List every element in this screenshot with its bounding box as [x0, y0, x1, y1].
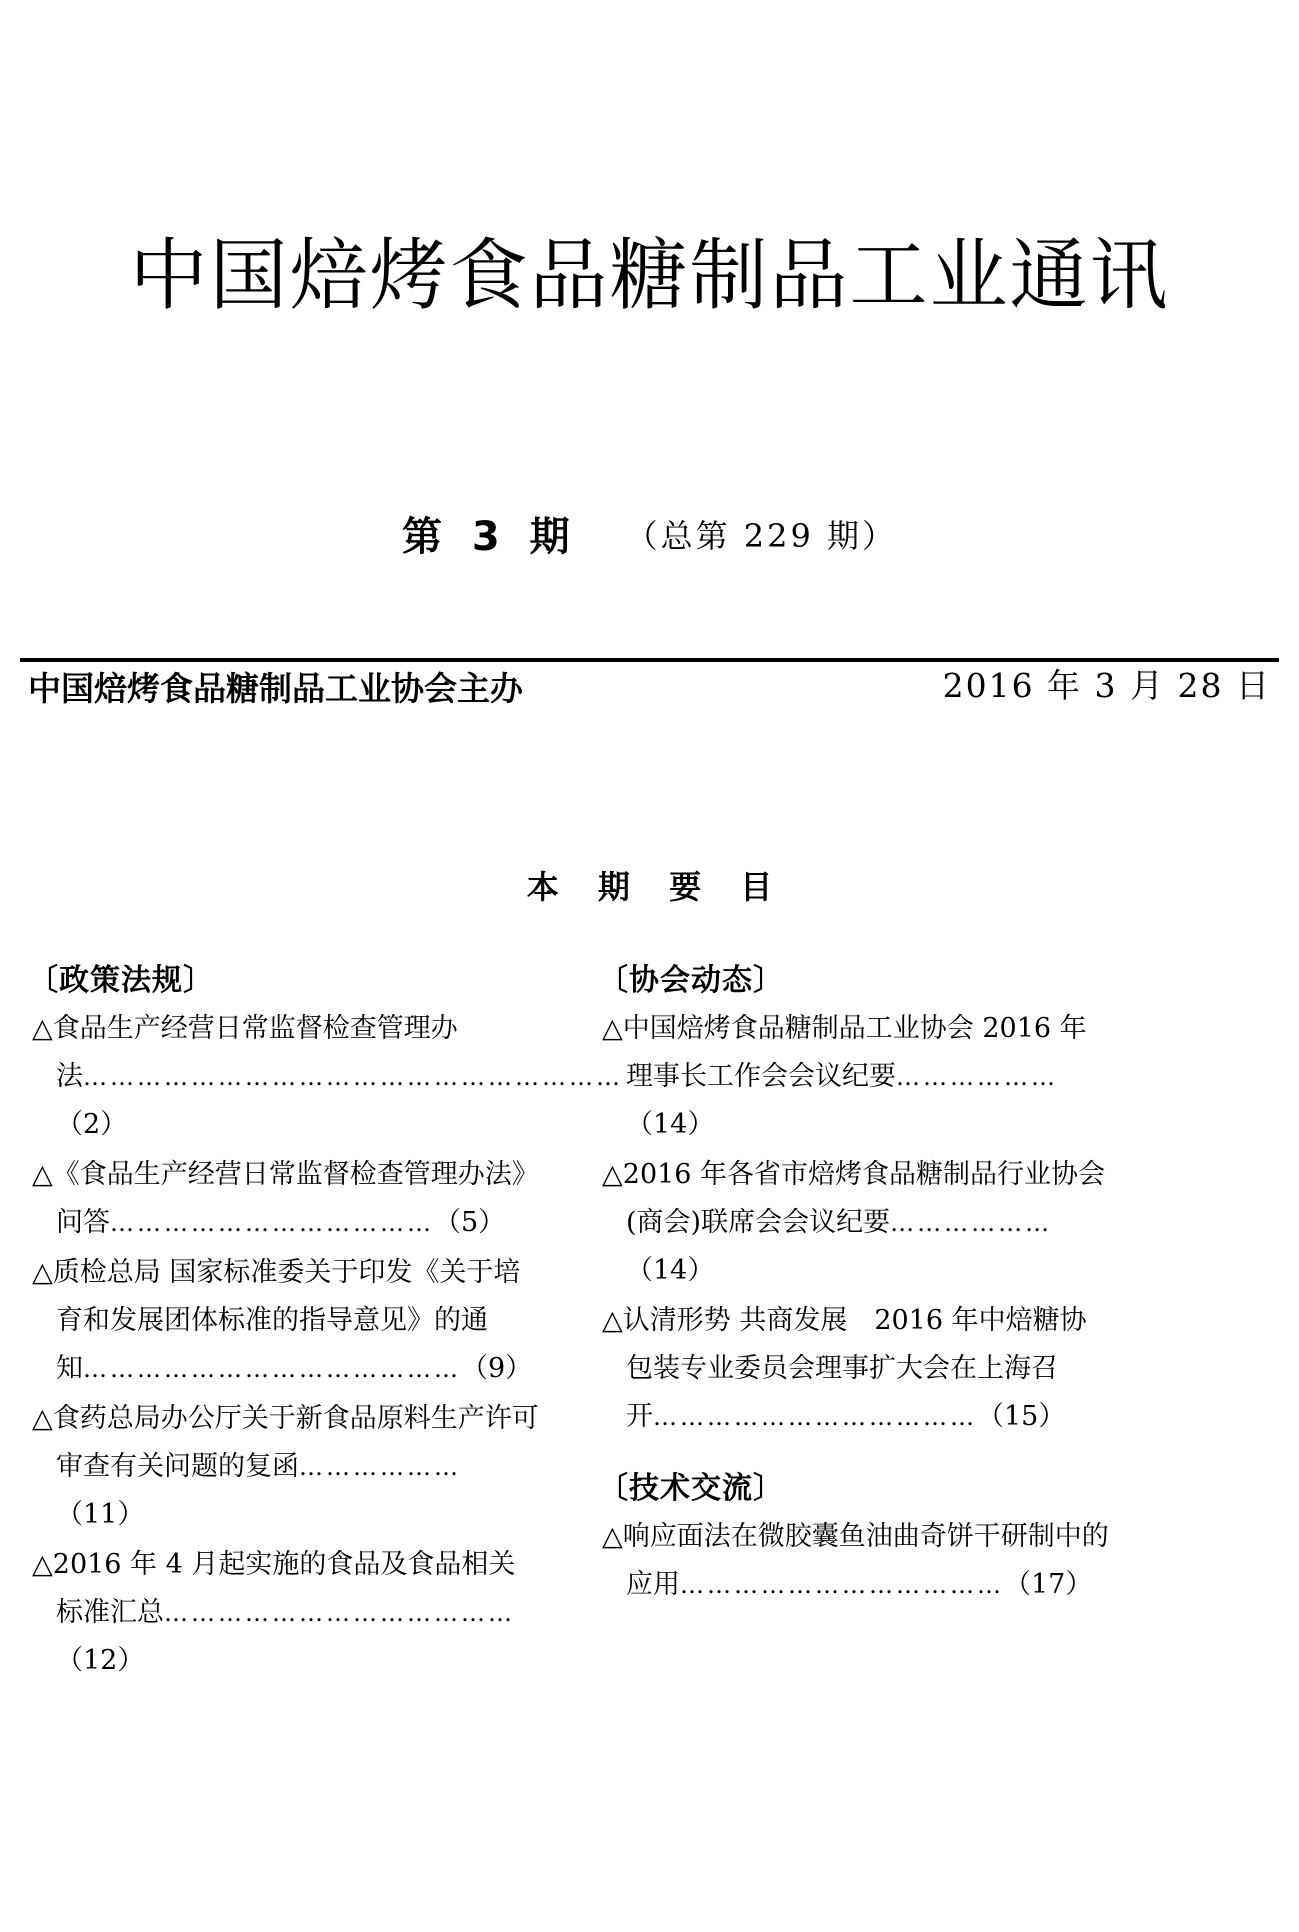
toc-entry-page-number: （14）: [626, 1255, 715, 1286]
horizontal-rule: [20, 658, 1279, 662]
toc-right-column: [590, 955, 1110, 1611]
toc-entry[interactable]: [20, 1249, 540, 1393]
toc-entry[interactable]: [590, 1297, 1110, 1441]
triangle-bullet-icon: △: [32, 1549, 53, 1580]
toc-entry-title: 2016 年 4 月起实施的食品及食品相关标准汇总: [52, 1549, 516, 1628]
toc-entry-page-number: （14）: [626, 1109, 715, 1140]
toc-section-heading: 〔技术交流〕: [598, 1471, 784, 1506]
triangle-bullet-icon: △: [602, 1305, 623, 1336]
toc-entry-title: 食药总局办公厅关于新食品原料生产许可审查有关问题的复函: [52, 1403, 539, 1482]
toc-entry-page-number: （15）: [977, 1401, 1066, 1432]
toc-entry-title: 2016 年各省市焙烤食品糖制品行业协会(商会)联席会会议纪要: [622, 1159, 1106, 1238]
toc-entry-page-number: （11）: [56, 1499, 145, 1530]
triangle-bullet-icon: △: [602, 1521, 623, 1552]
dot-leader: ……………………………………………………: [83, 1063, 623, 1091]
triangle-bullet-icon: △: [32, 1159, 53, 1190]
toc-section-heading: 〔协会动态〕: [598, 963, 784, 998]
dot-leader: ………………………………: [680, 1571, 1004, 1599]
toc-entry-title: 质检总局 国家标准委关于印发《关于培育和发展团体标准的指导意见》的通知: [52, 1257, 521, 1384]
triangle-bullet-icon: △: [32, 1403, 53, 1434]
table-of-contents: [0, 955, 1299, 1676]
toc-entry[interactable]: [590, 1005, 1110, 1149]
toc-entry[interactable]: [20, 1005, 623, 1149]
dot-leader: ………………………………: [110, 1209, 434, 1237]
toc-entry-page-number: （17）: [1004, 1569, 1093, 1600]
journal-title: 中国焙烤食品糖制品工业通讯: [129, 231, 1170, 321]
toc-entry-title: 响应面法在微胶囊鱼油曲奇饼干研制中的应用: [622, 1521, 1109, 1600]
dot-leader: ……………………………………: [83, 1355, 461, 1383]
dot-leader: ………………: [299, 1453, 461, 1481]
toc-entry-page-number: （2）: [56, 1109, 128, 1140]
toc-entry-page-number: （9）: [461, 1353, 533, 1384]
issue-line: [0, 505, 1299, 562]
toc-entry[interactable]: [20, 1541, 540, 1685]
toc-entry[interactable]: [20, 1395, 540, 1539]
issue-number: 第 3 期: [401, 514, 578, 560]
triangle-bullet-icon: △: [602, 1013, 623, 1044]
toc-section-heading: 〔政策法规〕: [28, 963, 214, 998]
triangle-bullet-icon: △: [602, 1159, 623, 1190]
toc-entry-title: 食品生产经营日常监督检查管理办法: [52, 1013, 458, 1092]
dot-leader: ………………: [896, 1063, 1058, 1091]
toc-entry[interactable]: [590, 1513, 1110, 1609]
triangle-bullet-icon: △: [32, 1013, 53, 1044]
issue-total-number: （总第 229 期）: [625, 517, 898, 555]
dot-leader: ………………………………: [653, 1403, 977, 1431]
toc-entry[interactable]: [20, 1151, 540, 1247]
toc-entry-page-number: （12）: [56, 1645, 145, 1676]
toc-entry-title: 《食品生产经营日常监督检查管理办法》问答: [52, 1159, 539, 1238]
publication-date: 2016 年 3 月 28 日: [942, 666, 1271, 705]
triangle-bullet-icon: △: [32, 1257, 53, 1288]
dot-leader: ………………: [890, 1209, 1053, 1237]
toc-left-column: [20, 955, 623, 1687]
contents-heading: 本 期 要 目: [526, 868, 787, 906]
publisher-name: 中国焙烤食品糖制品工业协会主办: [28, 669, 523, 708]
toc-entry-title: 认清形势 共商发展 2016 年中焙糖协包装专业委员会理事扩大会在上海召开: [622, 1305, 1087, 1432]
dot-leader: …………………………………: [164, 1599, 515, 1627]
toc-entry[interactable]: [590, 1151, 1110, 1295]
toc-entry-title: 中国焙烤食品糖制品工业协会 2016 年理事长工作会会议纪要: [622, 1013, 1087, 1092]
toc-entry-page-number: （5）: [434, 1207, 506, 1238]
